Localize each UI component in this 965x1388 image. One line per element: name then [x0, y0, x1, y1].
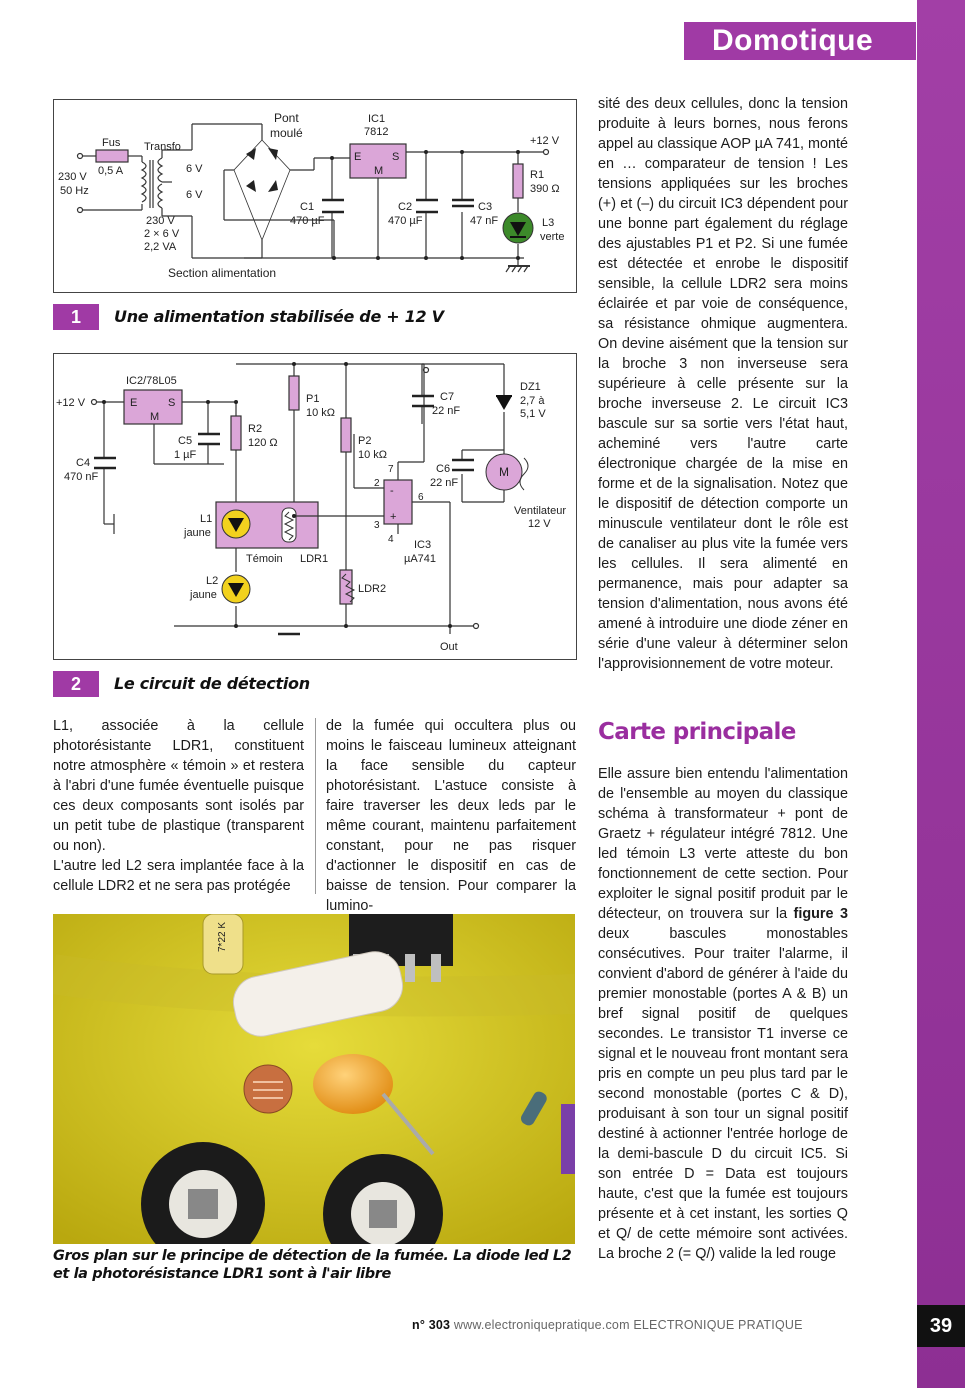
label-mains-voltage: 230 V	[58, 171, 87, 183]
label-ic2: IC2/78L05	[126, 375, 177, 387]
label-fus: Fus	[102, 137, 121, 149]
label-ic3-ref: µA741	[404, 553, 437, 565]
label-r1-value: 390 Ω	[530, 183, 560, 195]
figure-2-schematic	[53, 353, 577, 660]
label-c6: C6	[436, 463, 451, 475]
label-ic1: IC1	[368, 113, 386, 125]
page-footer	[412, 1318, 803, 1332]
label-pin-4: 4	[388, 534, 394, 545]
label-pont: Pont	[274, 111, 299, 125]
label-c2: C2	[398, 201, 413, 213]
label-c4-value: 470 nF	[64, 471, 99, 483]
page-number: 39	[917, 1305, 965, 1347]
label-p1-value: 10 kΩ	[306, 407, 336, 419]
label-c1: C1	[300, 201, 315, 213]
paragraph: L'autre led L2 sera implantée face à la cellule LDR2 et ne sera pas protégée	[53, 858, 304, 894]
figure-reference: figure 3	[793, 906, 848, 922]
page-edge-strip	[917, 0, 965, 1388]
label-l2: L2	[206, 575, 219, 587]
label-ldr2: LDR2	[358, 583, 387, 595]
label-transfo-primary: 230 V	[146, 215, 175, 227]
label-l1-color: jaune	[184, 527, 211, 539]
label-ventilateur-voltage: 12 V	[528, 518, 551, 530]
label-pin-6: 6	[418, 492, 424, 503]
label-ic2-s: S	[168, 397, 176, 409]
label-p2-value: 10 kΩ	[358, 449, 388, 461]
label-ic2-e: E	[130, 397, 138, 409]
paragraph: L1, associée à la cellule photorésistante LDR1, constituent notre atmosphère « témoin » et restera à l'abri d'une fumée éventuelle puisque ces deux composants sont isolés par un petit tube de plastique (transparent ou non).	[53, 718, 304, 854]
label-moule: moulé	[270, 126, 303, 140]
label-pin-2: 2	[374, 478, 380, 489]
column-right-bottom	[598, 764, 848, 1264]
label-c1-value: 470 µF	[290, 215, 325, 227]
label-transfo: Transfo	[144, 141, 181, 153]
label-c3: C3	[478, 201, 493, 213]
label-l2-color: jaune	[190, 589, 217, 601]
label-pin-7: 7	[388, 464, 394, 475]
figure-1-schematic	[53, 99, 577, 293]
body-text: Elle assure bien entendu l'alimentation de l'ensemble au moyen du classique schéma à transformateur + pont de Graetz + régulateur intégré 7812. Une led témoin L3 verte atteste du bon fonctionnement de cette section. Pour exploiter le signal positif produit par le détecteur, on trouvera sur la	[598, 766, 848, 922]
label-c7: C7	[440, 391, 455, 403]
label-c5-value: 1 µF	[174, 449, 197, 461]
label-plus-12v: +12 V	[56, 397, 86, 409]
label-c2-value: 470 µF	[388, 215, 423, 227]
column-divider	[315, 718, 316, 894]
figure-1-number: 1	[53, 304, 99, 330]
label-temoin: Témoin	[246, 553, 283, 565]
label-ventilateur: Ventilateur	[514, 505, 566, 517]
label-ic3: IC3	[414, 539, 432, 551]
photo-caption: Gros plan sur le principe de détection de la fumée. La diode led L2 et la photorésistance LDR1 sont à l'air libre	[53, 1248, 572, 1282]
label-transfo-power: 2,2 VA	[144, 241, 177, 253]
label-ic1-ref: 7812	[364, 126, 389, 138]
label-mains-frequency: 50 Hz	[60, 185, 89, 197]
label-c4: C4	[76, 457, 91, 469]
figure-2-number: 2	[53, 671, 99, 697]
label-p2: P2	[358, 435, 372, 447]
label-fus-value: 0,5 A	[98, 165, 124, 177]
label-ic2-m: M	[150, 411, 160, 423]
column-right-top: sité des deux cellules, donc la tension produite à leurs bornes, nous ferons appel au classique AOP µA 741, monté en … comparateur de tension ! Les tensions appliquées sur les broches (+) et (–) du circuit IC3 dépendent pour une bonne part également du réglage des ajustables P1 et P2. Si une fumée est détectée et enrobe le dispositif sensible, la cellule LDR2 sera moins éclairée et par voie de conséquence, sa résistance ohmique augmentera. On devine aisément que la tension sur la broche 3 non inverseuse sera supérieure à celle présente sur la broche inverseuse 2. Le circuit IC3 bascule sur sa sortie vers l'état haut, acheminé vers l'autre carte électronique chargée de la mise en forme et de la signalisation. Notez que le dispositif de détection comporte un minuscule ventilateur dont le rôle est de canaliser au plus vite la fumée vers les cellules. Il sera alimenté en permanence, mais pour adapter sa tension d'alimentation, nous avons été amené à introduire une diode zéner en série d'une valeur à déterminer selon l'approvisionnement de votre moteur.	[598, 96, 848, 672]
label-regulator-m: M	[374, 165, 384, 177]
label-l3: L3	[542, 217, 555, 229]
label-c7-value: 22 nF	[432, 405, 461, 417]
label-dz1: DZ1	[520, 381, 541, 393]
label-c6-value: 22 nF	[430, 477, 459, 489]
label-out: Out	[440, 641, 458, 653]
label-opamp-minus: -	[390, 485, 394, 497]
label-c5: C5	[178, 435, 193, 447]
label-plus-12v: +12 V	[530, 135, 560, 147]
footer-text: www.electroniquepratique.com ELECTRONIQUE PRATIQUE	[453, 1318, 803, 1332]
label-transfo-secondary: 2 × 6 V	[144, 228, 180, 240]
section-heading: Carte principale	[598, 719, 796, 745]
column-left	[53, 716, 304, 896]
label-dz1-value-2: 5,1 V	[520, 408, 546, 420]
label-regulator-e: E	[354, 151, 362, 163]
label-r2: R2	[248, 423, 263, 435]
label-c3-value: 47 nF	[470, 215, 499, 227]
label-p1: P1	[306, 393, 320, 405]
section-tag	[684, 22, 916, 60]
label-regulator-s: S	[392, 151, 400, 163]
label-pin-3: 3	[374, 520, 380, 531]
smoke-detector-photo	[53, 914, 575, 1244]
detection-circuit-schematic	[54, 354, 576, 659]
label-l1: L1	[200, 513, 213, 525]
figure-2-caption: Le circuit de détection	[114, 674, 310, 693]
label-opamp-plus: +	[390, 511, 397, 523]
body-text: deux bascules monostables consécutives. Pour traiter l'alarme, il convient d'abord de générer à l'aide du premier monostable (portes A & B) un bref signal positif de quelques secondes. Le transistor T1 inverse ce signal et le nouveau front montant sera pris en compte un peu plus tard par le second monostable (portes C & D), produisant à son tour un signal positif destiné à actionner l'entrée horloge de la demi-bascule D du circuit IC5. Si son entrée D = Data est toujours haute, c'est que la fumée est toujours présente et à cet instant, les sorties Q et Q/ de cette mémoire sont activées. La broche 2 (= Q/) valide la led rouge	[598, 926, 848, 1262]
issue-number: n° 303	[412, 1318, 451, 1332]
section-tag-label: Domotique	[712, 24, 874, 57]
label-r1: R1	[530, 169, 545, 181]
label-secondary-1: 6 V	[186, 163, 203, 175]
label-dz1-value-1: 2,7 à	[520, 395, 545, 407]
power-supply-schematic	[54, 100, 576, 292]
figure-1-caption: Une alimentation stabilisée de + 12 V	[114, 307, 444, 326]
label-section-alimentation: Section alimentation	[168, 266, 277, 280]
column-middle: de la fumée qui occultera plus ou moins le faisceau lumineux atteignant la face sensible du capteur photorésistant. L'astuce consiste à faire traverser les deux leds par le même courant, maintenu parfaitement constant, pour ne pas risquer d'actionner le dispositif en cas de baisse de tension. Pour comparer la lumino-	[326, 718, 576, 914]
label-motor: M	[499, 465, 509, 479]
label-secondary-2: 6 V	[186, 189, 203, 201]
label-ldr1: LDR1	[300, 553, 329, 565]
resistor-marking: 7*22 K	[217, 921, 228, 952]
label-l3-color: verte	[540, 231, 565, 243]
photo-illustration	[53, 914, 575, 1244]
label-r2-value: 120 Ω	[248, 437, 278, 449]
